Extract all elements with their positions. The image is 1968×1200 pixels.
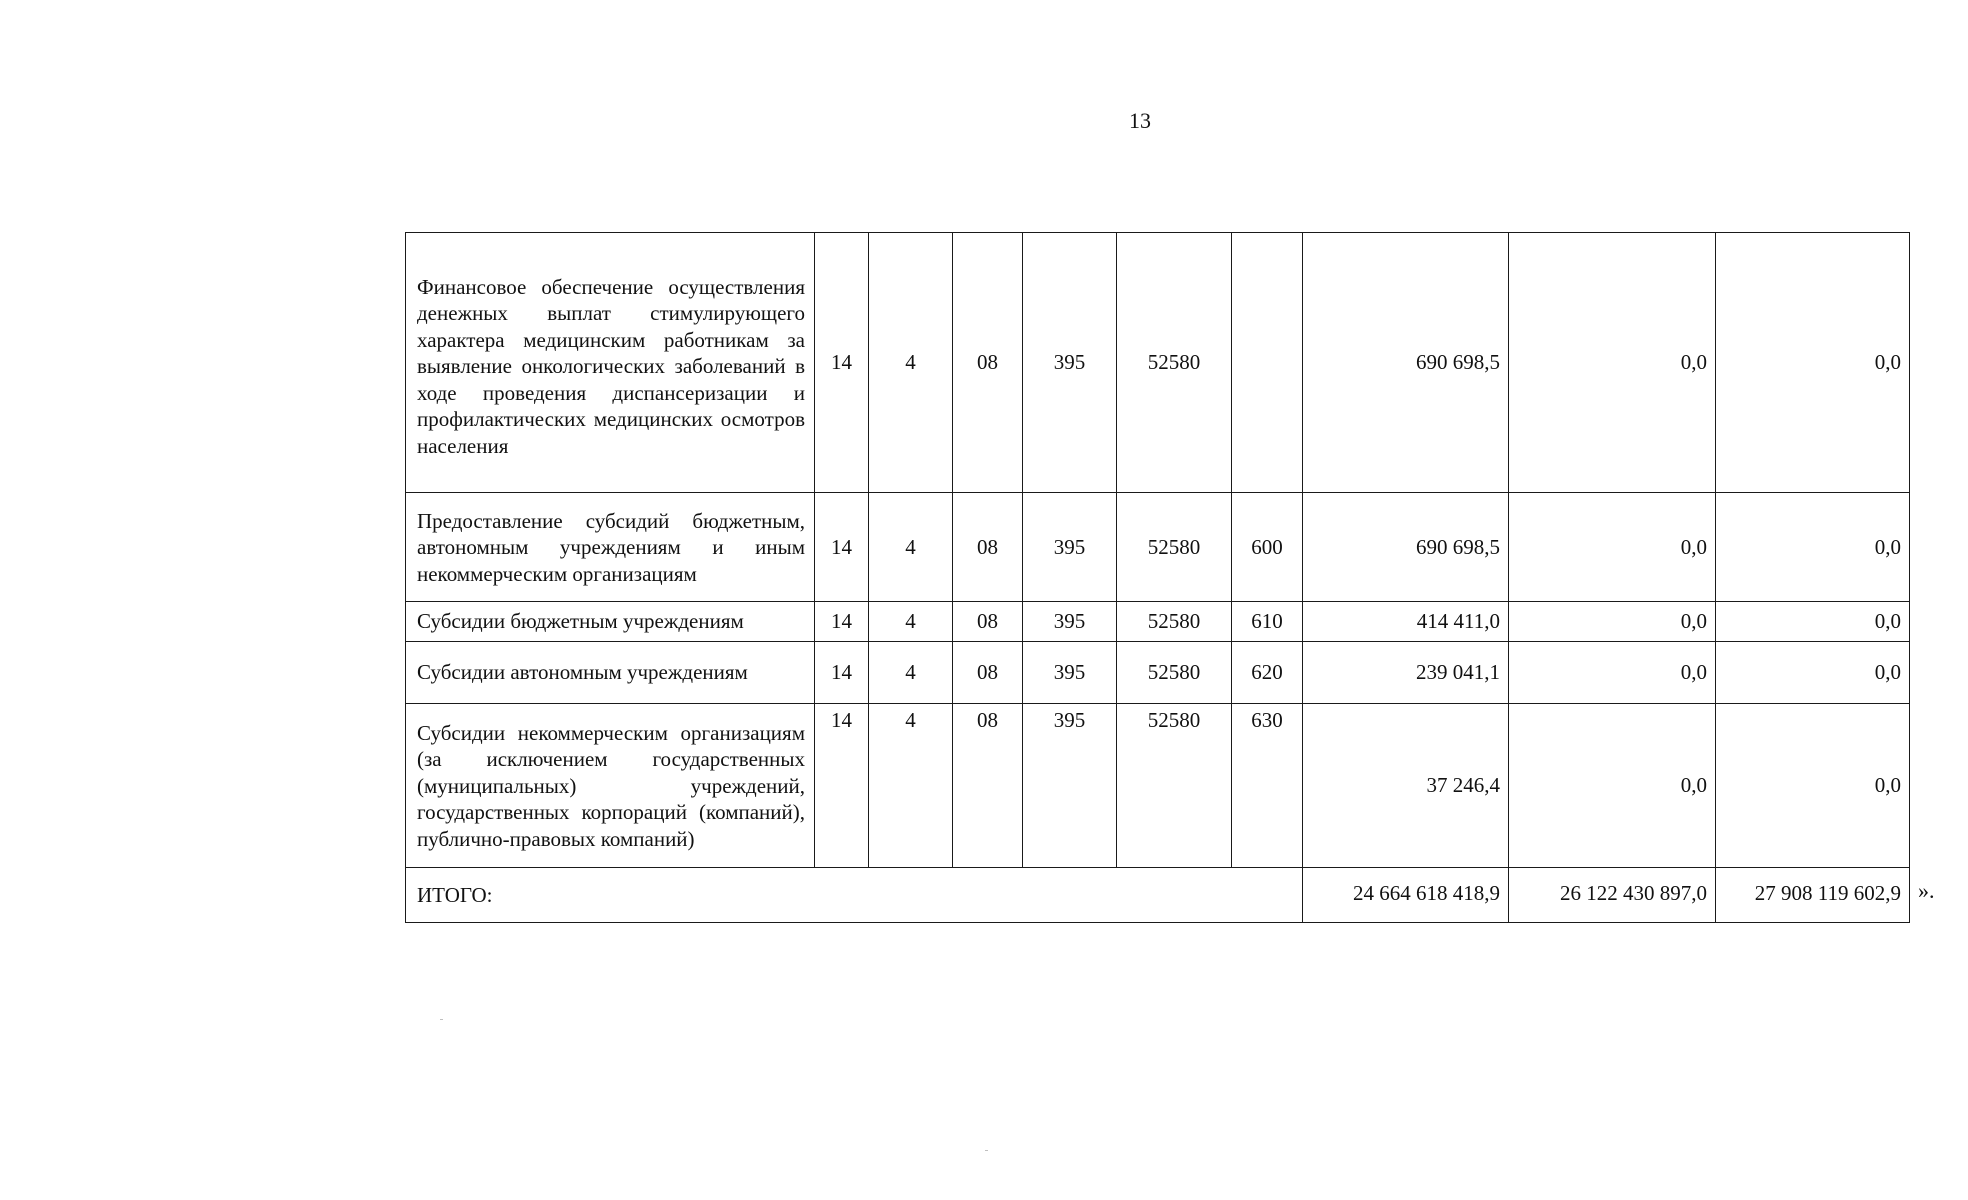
amount-year-3: 0,0	[1716, 642, 1910, 704]
total-year-1: 24 664 618 418,9	[1303, 868, 1509, 923]
code-cell: 52580	[1117, 602, 1232, 642]
code-cell: 52580	[1117, 233, 1232, 493]
code-cell: 08	[953, 642, 1023, 704]
total-year-3: 27 908 119 602,9	[1716, 868, 1910, 923]
code-cell: 4	[869, 602, 953, 642]
closing-quote: ».	[1918, 878, 1935, 903]
amount-year-1: 414 411,0	[1303, 602, 1509, 642]
code-cell: 620	[1232, 642, 1303, 704]
code-cell: 14	[815, 642, 869, 704]
code-cell: 52580	[1117, 704, 1232, 868]
scan-artifact	[440, 1019, 443, 1020]
code-cell: 600	[1232, 493, 1303, 602]
amount-year-3: 0,0	[1716, 493, 1910, 602]
table-row	[406, 602, 1910, 642]
total-row	[406, 868, 1910, 923]
code-cell: 395	[1023, 233, 1117, 493]
code-cell: 08	[953, 493, 1023, 602]
code-cell: 4	[869, 233, 953, 493]
code-cell	[1232, 233, 1303, 493]
code-cell: 395	[1023, 602, 1117, 642]
row-name: Субсидии некоммерческим организациям (за исключением государственных (муниципальных) учреждений, государственных корпораций (компаний), публично-правовых компаний)	[406, 704, 815, 868]
code-cell: 08	[953, 602, 1023, 642]
code-cell: 610	[1232, 602, 1303, 642]
row-name: Субсидии бюджетным учреждениям	[406, 602, 815, 642]
code-cell: 14	[815, 704, 869, 868]
amount-year-2: 0,0	[1509, 704, 1716, 868]
amount-year-2: 0,0	[1509, 642, 1716, 704]
total-year-2: 26 122 430 897,0	[1509, 868, 1716, 923]
table-row	[406, 642, 1910, 704]
code-cell: 14	[815, 493, 869, 602]
code-cell: 52580	[1117, 493, 1232, 602]
table-row	[406, 233, 1910, 493]
code-cell: 4	[869, 493, 953, 602]
code-cell: 08	[953, 704, 1023, 868]
code-cell: 630	[1232, 704, 1303, 868]
page-number: 13	[1129, 108, 1151, 133]
amount-year-2: 0,0	[1509, 602, 1716, 642]
row-name: Финансовое обеспечение осуществления денежных выплат стимулирующего характера медицинским работникам за выявление онкологических заболеваний в ходе проведения диспансеризации и профилактических медицинских осмотров населения	[406, 233, 815, 493]
table-row	[406, 704, 1910, 868]
amount-year-3: 0,0	[1716, 233, 1910, 493]
amount-year-3: 0,0	[1716, 704, 1910, 868]
code-cell: 395	[1023, 493, 1117, 602]
amount-year-1: 239 041,1	[1303, 642, 1509, 704]
amount-year-2: 0,0	[1509, 493, 1716, 602]
amount-year-3: 0,0	[1716, 602, 1910, 642]
code-cell: 4	[869, 642, 953, 704]
code-cell: 395	[1023, 704, 1117, 868]
code-cell: 14	[815, 602, 869, 642]
amount-year-2: 0,0	[1509, 233, 1716, 493]
amount-year-1: 690 698,5	[1303, 493, 1509, 602]
table-row	[406, 493, 1910, 602]
budget-table	[405, 232, 1910, 923]
row-name: Субсидии автономным учреждениям	[406, 642, 815, 704]
code-cell: 52580	[1117, 642, 1232, 704]
code-cell: 14	[815, 233, 869, 493]
code-cell: 08	[953, 233, 1023, 493]
amount-year-1: 690 698,5	[1303, 233, 1509, 493]
amount-year-1: 37 246,4	[1303, 704, 1509, 868]
row-name: Предоставление субсидий бюджетным, автономным учреждениям и иным некоммерческим организациям	[406, 493, 815, 602]
total-label: ИТОГО:	[406, 868, 1303, 923]
code-cell: 395	[1023, 642, 1117, 704]
scan-artifact	[985, 1150, 988, 1151]
code-cell: 4	[869, 704, 953, 868]
